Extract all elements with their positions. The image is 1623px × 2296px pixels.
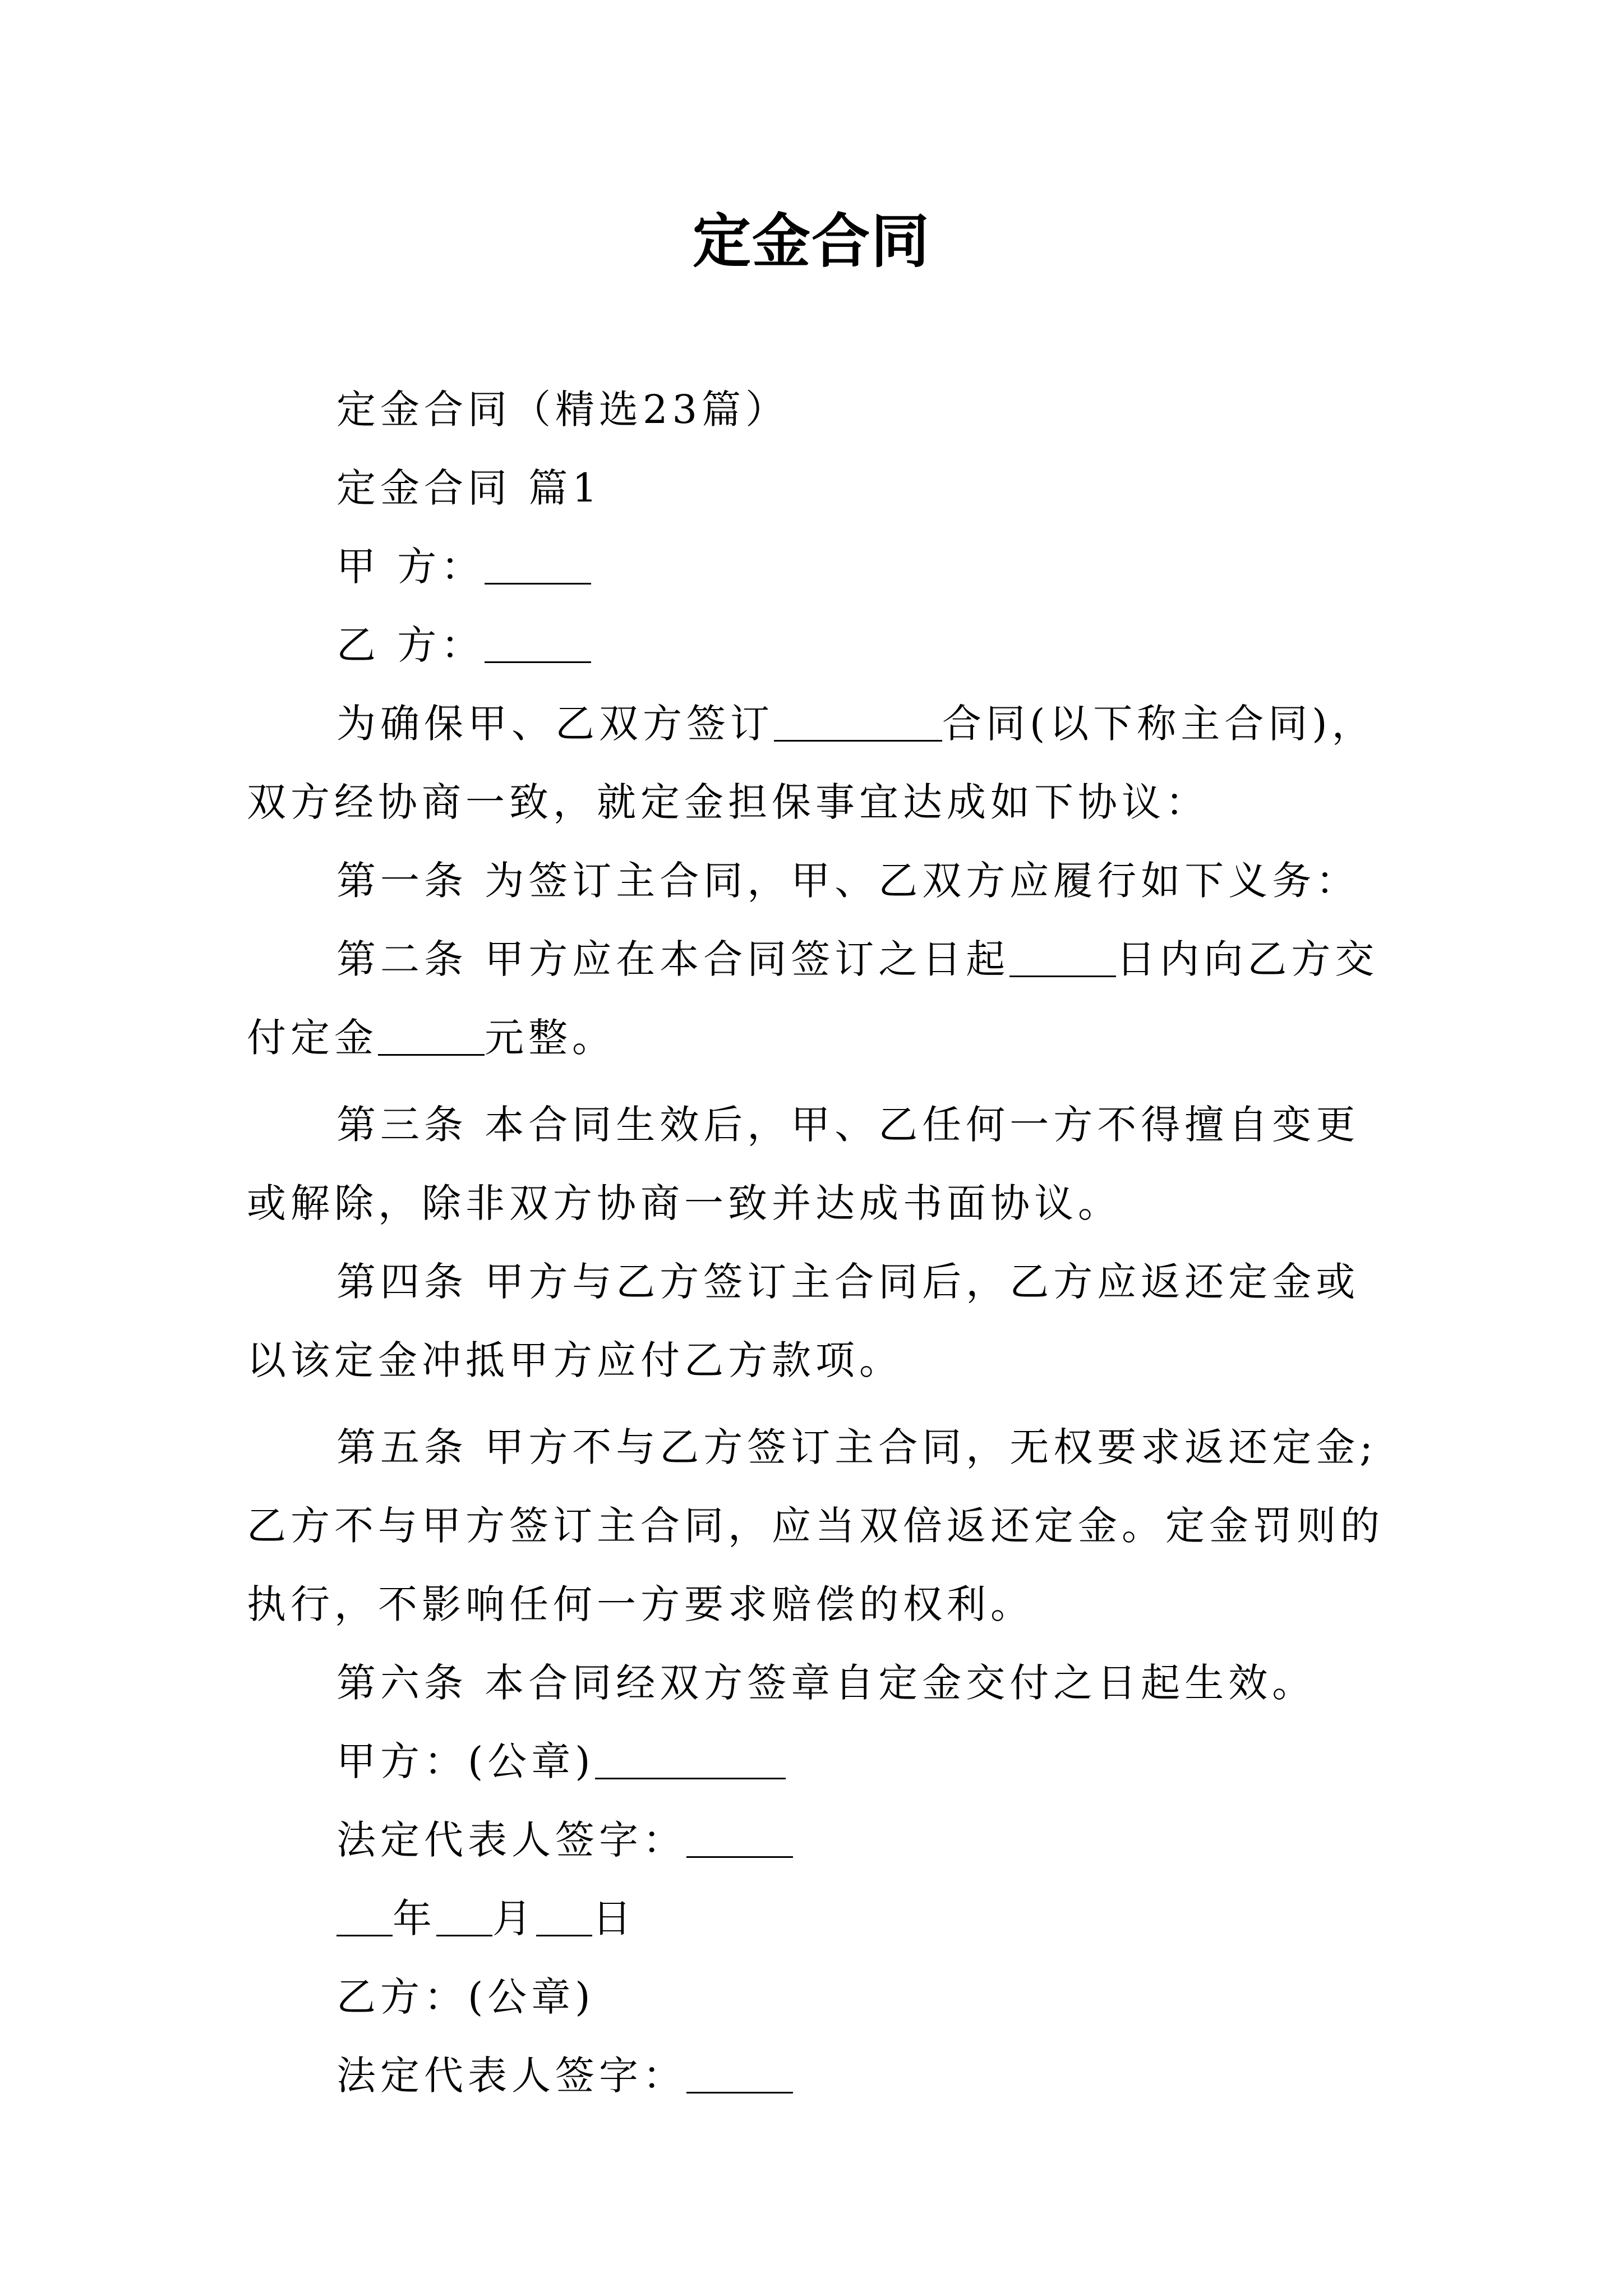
party-b-label: 乙 方： <box>336 622 485 668</box>
article-5-cont <box>247 1576 1034 1632</box>
article-text: 或解除，除非双方协商一致并达成书面协议。 <box>247 1180 1122 1226</box>
article-text: 第四条 甲方与乙方签订主合同后，乙方应返还定金或 <box>336 1259 1360 1305</box>
article-text: 乙方不与甲方签订主合同，应当双倍返还定金。定金罚则的 <box>247 1503 1384 1549</box>
party-b-line <box>336 617 591 673</box>
paragraph-line <box>247 774 1209 830</box>
seal-label: 乙方：(公章) <box>336 1974 595 2020</box>
article-4 <box>336 1254 1359 1310</box>
section-heading-text: 定金合同 篇1 <box>336 465 602 511</box>
paragraph-text: 为确保甲、乙双方签订 <box>336 701 774 747</box>
amount-blank <box>378 1015 485 1056</box>
article-text: 元整。 <box>485 1015 616 1061</box>
party-a-line <box>336 539 591 595</box>
party-a-label: 甲 方： <box>336 544 485 590</box>
signature-label: 法定代表人签字： <box>336 1817 686 1863</box>
article-2 <box>336 931 1378 987</box>
party-a-signature-line <box>336 1812 793 1868</box>
signature-label: 法定代表人签字： <box>336 2053 686 2099</box>
party-a-signature-blank <box>686 1817 793 1858</box>
article-3-cont <box>247 1175 1122 1231</box>
article-5 <box>336 1419 1377 1475</box>
days-blank <box>1009 936 1116 977</box>
section-heading <box>336 460 602 516</box>
party-a-seal-blank <box>595 1738 786 1779</box>
subtitle-text: 定金合同（精选23篇） <box>336 386 790 432</box>
year-blank <box>336 1895 393 1936</box>
article-6 <box>336 1655 1316 1711</box>
article-1 <box>336 853 1359 909</box>
article-3 <box>336 1097 1359 1153</box>
subtitle-line <box>336 381 789 438</box>
article-text: 日内向乙方交 <box>1116 936 1379 982</box>
article-text: 第六条 本合同经双方签章自定金交付之日起生效。 <box>336 1660 1316 1706</box>
paragraph-text: 双方经协商一致，就定金担保事宜达成如下协议： <box>247 779 1209 825</box>
party-b-signature-line <box>336 2047 793 2104</box>
article-text: 第一条 为签订主合同，甲、乙双方应履行如下义务： <box>336 858 1360 904</box>
article-text: 第五条 甲方不与乙方签订主合同，无权要求返还定金; <box>336 1424 1377 1470</box>
party-b-blank <box>485 622 591 663</box>
month-label: 月 <box>492 1895 536 1941</box>
date-line <box>336 1890 636 1947</box>
article-text: 付定金 <box>247 1015 378 1061</box>
contract-name-blank <box>774 701 942 742</box>
year-label: 年 <box>393 1895 436 1941</box>
article-text: 第二条 甲方应在本合同签订之日起 <box>336 936 1010 982</box>
month-blank <box>436 1895 492 1936</box>
party-a-blank <box>485 544 591 585</box>
paragraph-text: 合同(以下称主合同)， <box>942 701 1376 747</box>
article-4-cont <box>247 1332 903 1388</box>
article-text: 以该定金冲抵甲方应付乙方款项。 <box>247 1337 903 1383</box>
seal-label: 甲方：(公章) <box>336 1738 595 1784</box>
day-blank <box>536 1895 592 1936</box>
party-b-seal-line <box>336 1969 595 2025</box>
article-text: 执行，不影响任何一方要求赔偿的权利。 <box>247 1581 1034 1627</box>
party-b-signature-blank <box>686 2053 793 2093</box>
document-title: 定金合同 <box>692 207 930 275</box>
article-2-cont <box>247 1010 616 1066</box>
paragraph-line <box>336 696 1376 752</box>
article-text: 第三条 本合同生效后，甲、乙任何一方不得擅自变更 <box>336 1102 1360 1148</box>
article-5-cont <box>247 1498 1384 1554</box>
day-label: 日 <box>592 1895 636 1941</box>
party-a-seal-line <box>336 1733 786 1789</box>
